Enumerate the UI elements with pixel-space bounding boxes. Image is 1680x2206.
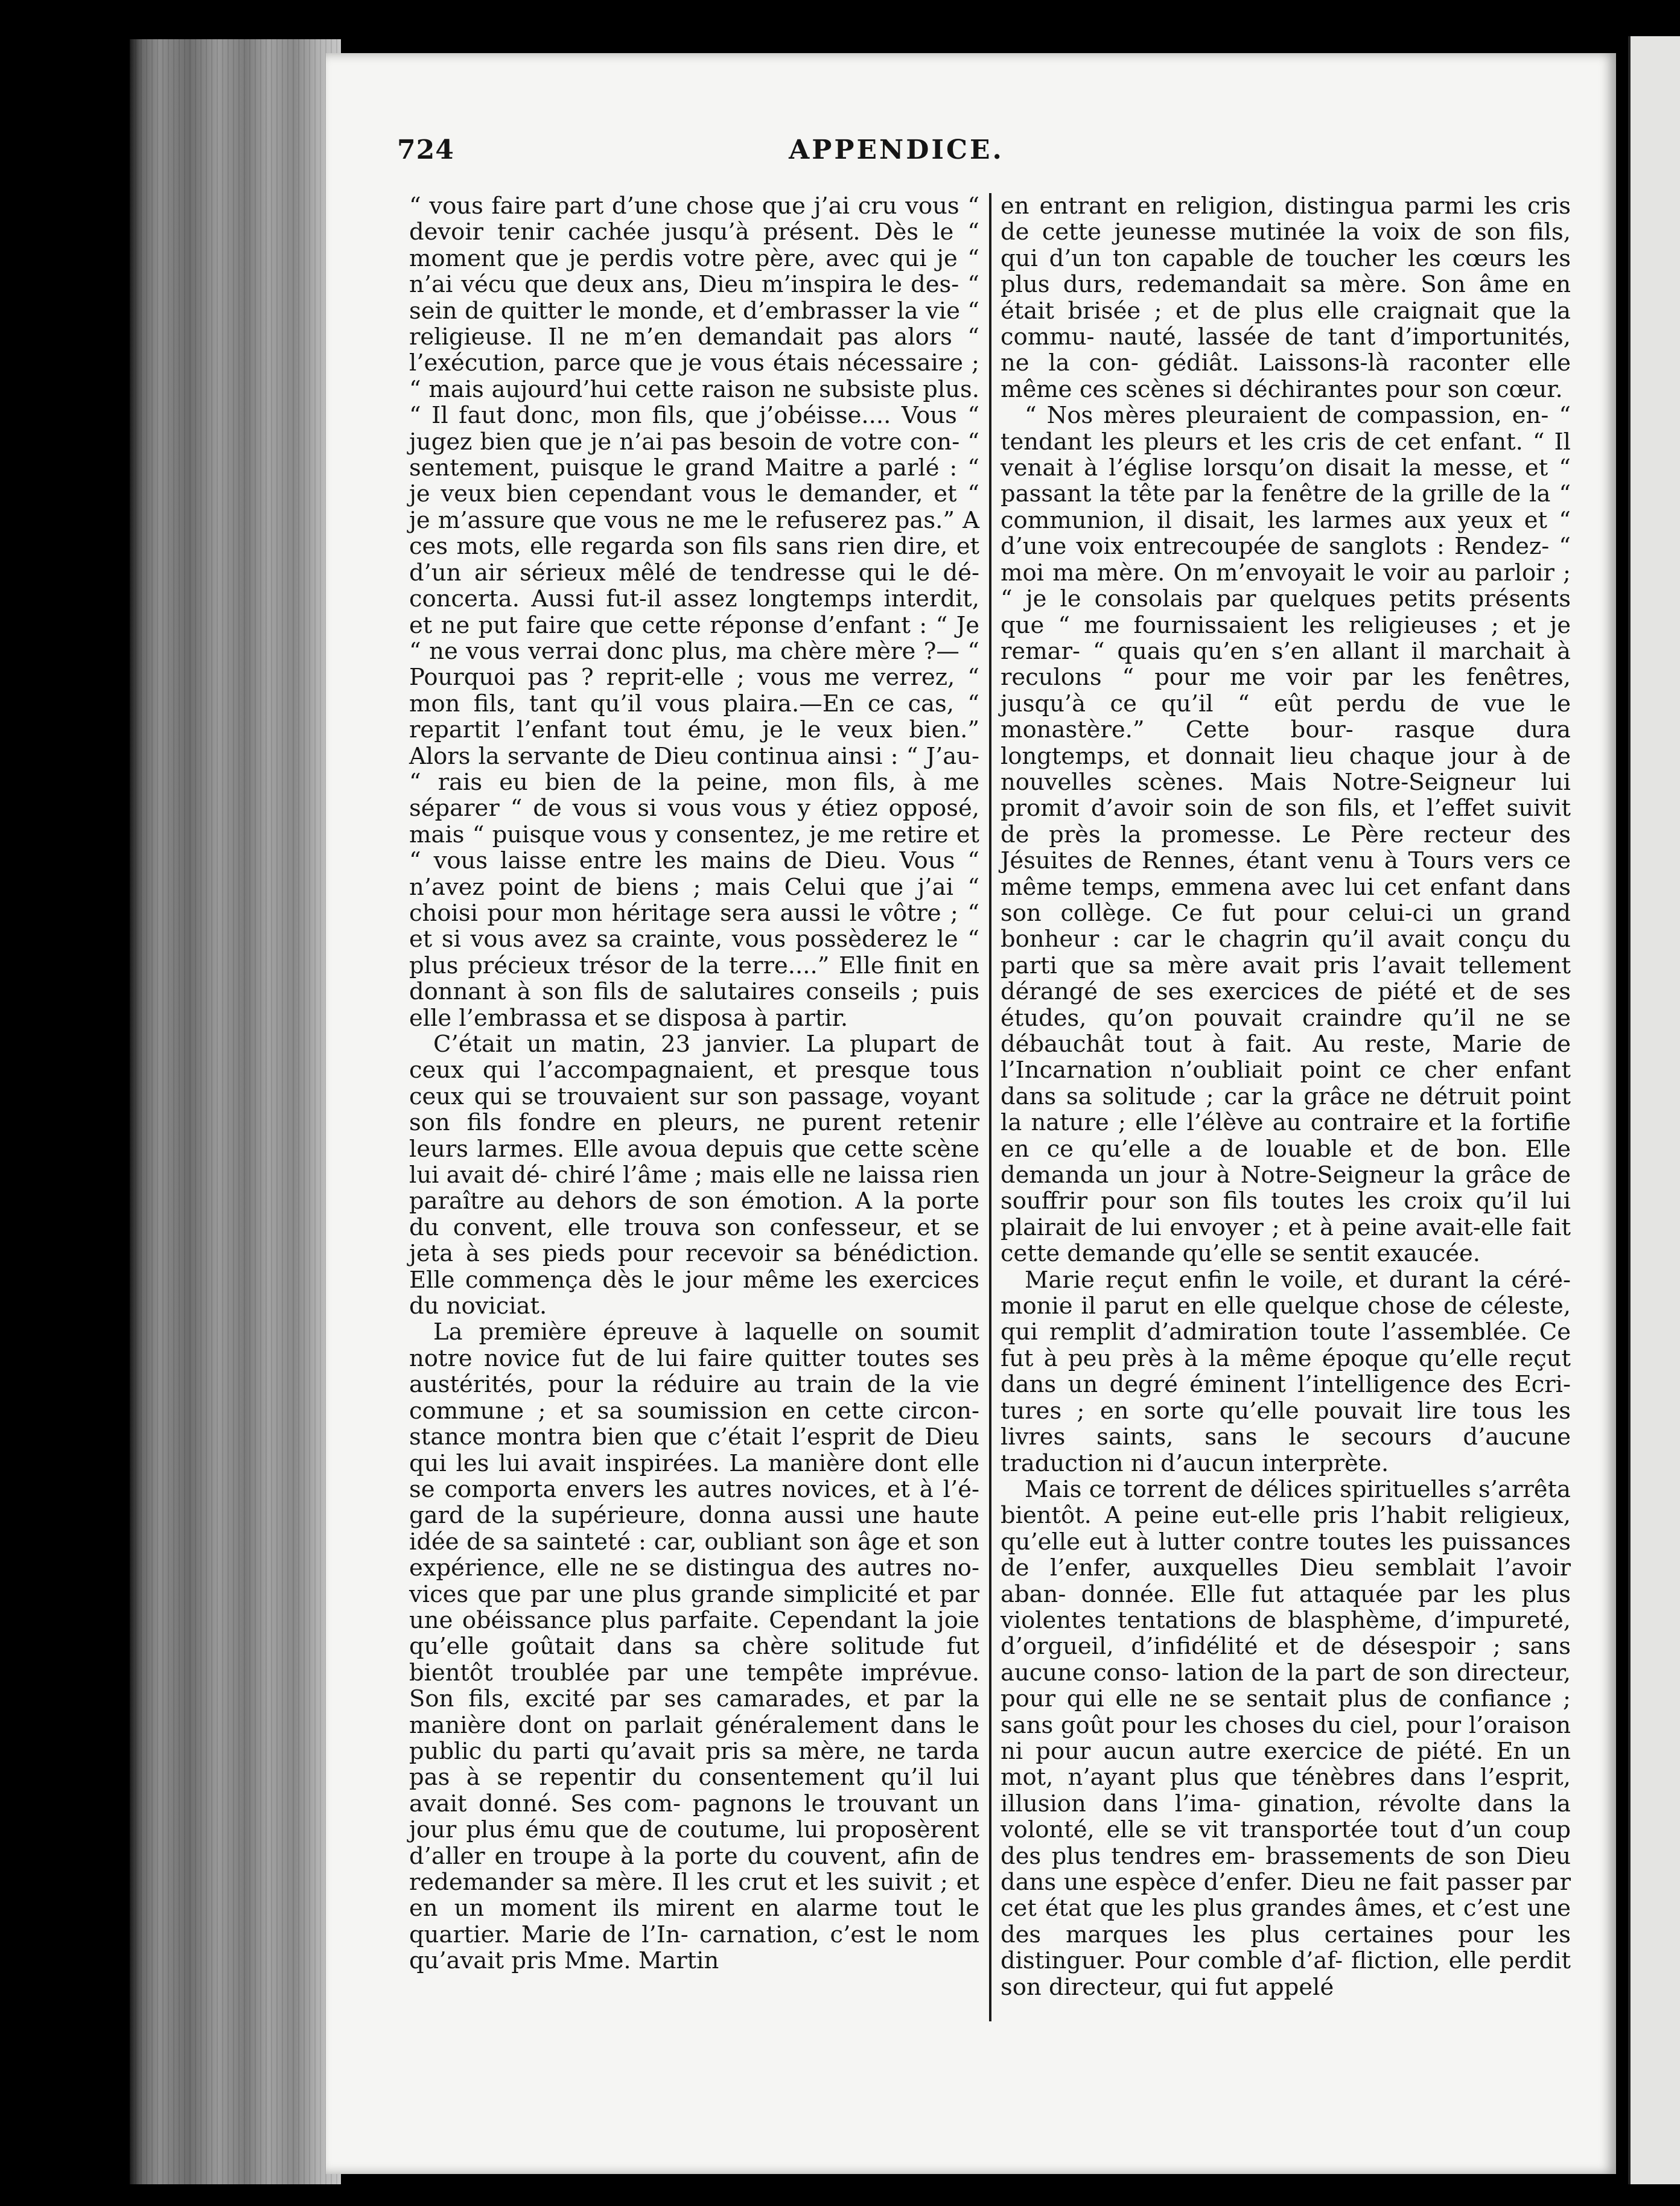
running-title: APPENDICE. bbox=[789, 135, 1004, 165]
page-edges-texture bbox=[130, 39, 341, 2184]
page-header bbox=[397, 135, 1396, 177]
facing-page-edge bbox=[1628, 36, 1680, 2184]
book-page bbox=[326, 53, 1616, 2174]
paragraph: “ vous faire part d’une chose que j’ai cru vous “ devoir tenir cachée jusqu’à présent. Dès le “ moment que je perdis votre père, avec qui je “ n’ai vécu que deux ans, Dieu m’inspira le des- “ sein de quitter le monde, et d’embrasser la vie “ religieuse. Il ne m’en demandait pas alors “ l’exécution, parce que je vous étais nécessaire ; “ mais aujourd’hui cette raison ne subsiste plus. “ Il faut donc, mon fils, que j’obéisse.... Vous “ jugez bien que je n’ai pas besoin de votre con- “ sentement, puisque le grand Maitre a parlé : “ je veux bien cependant vous le demander, et “ je m’assure que vous ne me le refuserez pas.” A ces mots, elle regarda son fils sans rien dire, et d’un air sérieux mêlé de tendresse qui le dé- concerta. Aussi fut-il assez longtemps interdit, et ne put faire que cette réponse d’enfant : “ Je “ ne vous verrai donc plus, ma chère mère ?— “ Pourquoi pas ? reprit-elle ; vous me verrez, “ mon fils, tant qu’il vous plaira.—En ce cas, “ repartit l’enfant tout ému, je le veux bien.” Alors la servante de Dieu continua ainsi : “ J’au- “ rais eu bien de la peine, mon fils, à me séparer “ de vous si vous vous y étiez opposé, mais “ puisque vous y consentez, je me retire et “ vous laisse entre les mains de Dieu. Vous “ n’avez point de biens ; mais Celui que j’ai “ choisi pour mon héritage sera aussi le vôtre ; “ et si vous avez sa crainte, vous possèderez le “ plus précieux trésor de la terre....” Elle finit en donnant à son fils de salutaires conseils ; puis elle l’embrassa et se disposa à partir. bbox=[409, 192, 979, 1032]
paragraph: Mais ce torrent de délices spirituelles s’arrêta bientôt. A peine eut-elle pris l’habit religieux, qu’elle eut à lutter contre toutes les puissances de l’enfer, auxquelles Dieu semblait l’avoir aban- donnée. Elle fut attaquée par les plus violentes tentations de blasphème, d’impureté, d’orgueil, d’infidélité et de désespoir ; sans aucune conso- lation de la part de son directeur, pour qui elle ne se sentait plus de confiance ; sans goût pour les choses du ciel, pour l’oraison ni pour aucun autre exercice de piété. En un mot, n’ayant plus que ténèbres dans l’esprit, illusion dans l’ima- gination, révolte dans la volonté, elle se vit transportée tout d’un coup des plus tendres em- brassements de son Dieu dans une espèce d’enfer. Dieu ne fait passer par cet état que les plus grandes âmes, et c’est une des marques les plus certaines pour les distinguer. Pour comble d’af- fliction, elle perdit son directeur, qui fut appelé bbox=[1001, 1475, 1571, 2001]
paragraph: en entrant en religion, distingua parmi les cris de cette jeunesse mutinée la voix de son fils, qui d’un ton capable de toucher les cœurs les plus durs, redemandait sa mère. Son âme en était brisée ; et de plus elle craignait que la commu- nauté, lassée de tant d’importunités, ne la con- gédiât. Laissons-là raconter elle même ces scènes si déchirantes pour son cœur. bbox=[1001, 192, 1571, 403]
paragraph: “ Nos mères pleuraient de compassion, en- “ tendant les pleurs et les cris de cet enfant. “ Il venait à l’église lorsqu’on disait la messe, et “ passant la tête par la fenêtre de la grille de la “ communion, il disait, les larmes aux yeux et “ d’une voix entrecoupée de sanglots : Rendez- “ moi ma mère. On m’envoyait le voir au parloir ; “ je le consolais par quelques petits présents que “ me fournissaient les religieuses ; et je remar- “ quais qu’en s’en allant il marchait à reculons “ pour me voir par les fenêtres, jusqu’à ce qu’il “ eût perdu de vue le monastère.” Cette bour- rasque dura longtemps, et donnait lieu chaque jour à de nouvelles scènes. Mais Notre-Seigneur lui promit d’avoir soin de son fils, et l’effet suivit de près la promesse. Le Père recteur des Jésuites de Rennes, étant venu à Tours vers ce même temps, emmena avec lui cet enfant dans son collège. Ce fut pour celui-ci un grand bonheur : car le chagrin qu’il avait conçu du parti que sa mère avait pris l’avait tellement dérangé de ses exercices de piété et de ses études, qu’on pouvait craindre qu’il ne se débauchât tout à fait. Au reste, Marie de l’Incarnation n’oubliait point ce cher enfant dans sa solitude ; car la grâce ne détruit point la nature ; elle l’élève au contraire et la fortifie en ce qu’elle a de louable et de bon. Elle demanda un jour à Notre-Seigneur la grâce de souffrir pour son fils toutes les croix qu’il lui plairait de lui envoyer ; et à peine avait-elle fait cette demande qu’elle se sentit exaucée. bbox=[1001, 402, 1571, 1268]
left-column bbox=[409, 193, 979, 1974]
page-number: 724 bbox=[397, 135, 454, 165]
book-spine-edge bbox=[130, 39, 341, 2184]
paragraph: Marie reçut enfin le voile, et durant la céré- monie il parut en elle quelque chose de céleste, qui remplit d’admiration toute l’assemblée. Ce fut à peu près à la même époque qu’elle reçut dans un degré éminent l’intelligence des Ecri- tures ; en sorte qu’elle pouvait lire tous les livres saints, sans le secours d’aucune traduction ni d’aucun interprète. bbox=[1001, 1266, 1571, 1477]
paragraph: La première épreuve à laquelle on soumit notre novice fut de lui faire quitter toutes ses austérités, pour la réduire au train de la vie commune ; et sa soumission en cette circon- stance montra bien que c’était l’esprit de Dieu qui les lui avait inspirées. La manière dont elle se comporta envers les autres novices, et à l’é- gard de la supérieure, donna aussi une haute idée de sa sainteté : car, oubliant son âge et son expérience, elle ne se distingua des autres no- vices que par une plus grande simplicité et par une obéissance plus parfaite. Cependant la joie qu’elle goûtait dans sa chère solitude fut bientôt troublée par une tempête imprévue. Son fils, excité par ses camarades, et par la manière dont on parlait généralement dans le public du parti qu’avait pris sa mère, ne tarda pas à se repentir du consentement qu’il lui avait donné. Ses com- pagnons le trouvant un jour plus ému que de coutume, lui proposèrent d’aller en troupe à la porte du couvent, afin de redemander sa mère. Il les crut et les suivit ; et en un moment ils mirent en alarme tout le quartier. Marie de l’In- carnation, c’est le nom qu’avait pris Mme. Martin bbox=[409, 1318, 979, 1975]
right-column bbox=[1001, 193, 1571, 2000]
column-divider bbox=[989, 193, 991, 2021]
paragraph: C’était un matin, 23 janvier. La plupart de ceux qui l’accompagnaient, et presque tous ceux qui se trouvaient sur son passage, voyant son fils fondre en pleurs, ne purent retenir leurs larmes. Elle avoua depuis que cette scène lui avait dé- chiré l’âme ; mais elle ne laissa rien paraître au dehors de son émotion. A la porte du convent, elle trouva son confesseur, et se jeta à ses pieds pour recevoir sa bénédiction. Elle commença dès le jour même les exercices du noviciat. bbox=[409, 1031, 979, 1320]
